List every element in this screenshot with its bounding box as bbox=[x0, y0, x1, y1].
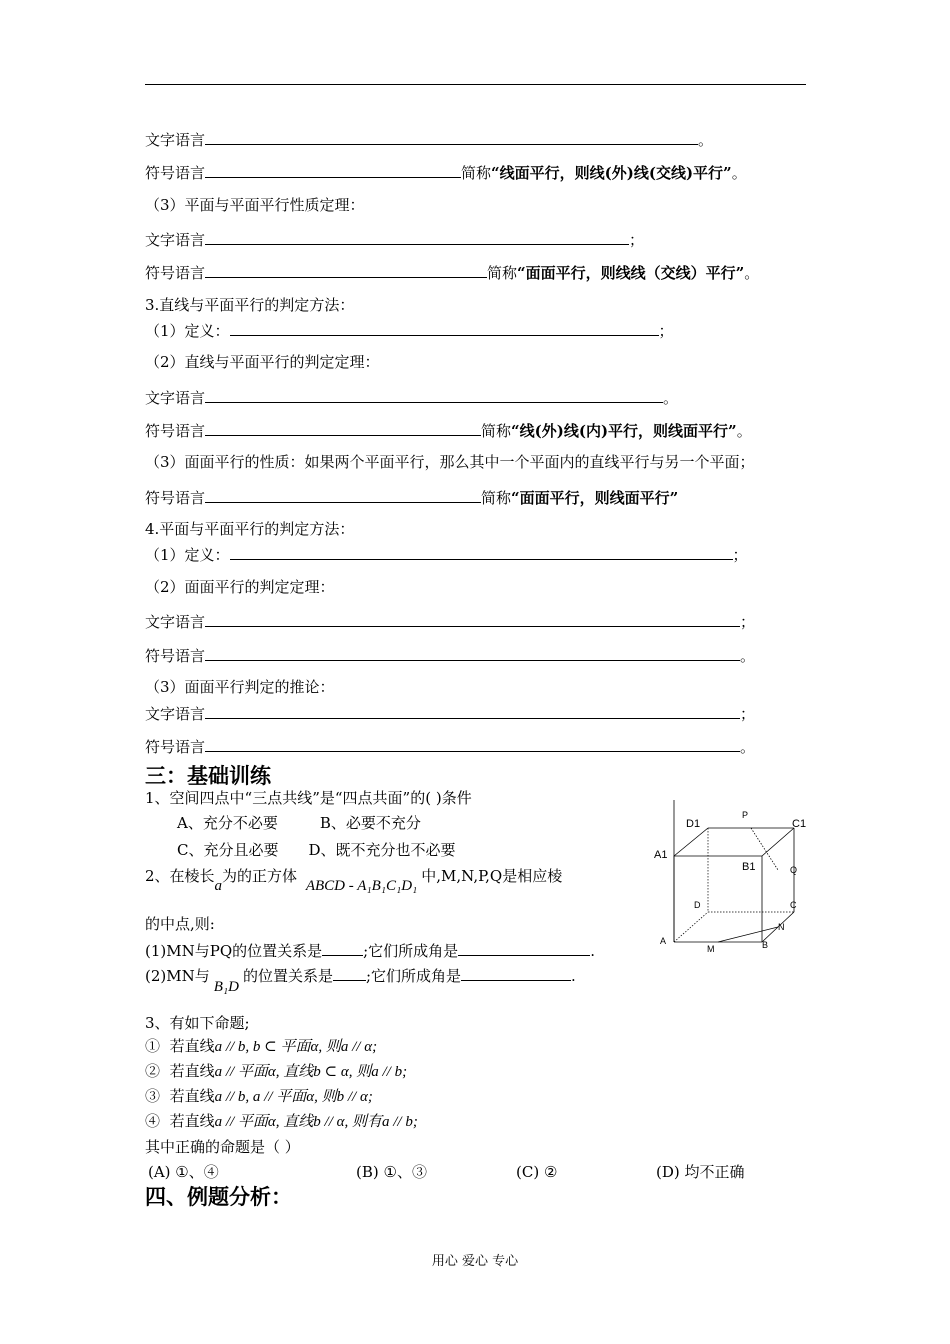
text-language-line: 文字语言 ； bbox=[145, 610, 755, 632]
blank bbox=[205, 228, 629, 245]
proposition-3: ③ 若直线a // b, a // 平面α, 则b // α; bbox=[145, 1087, 373, 1105]
label-N: N bbox=[778, 922, 785, 932]
item-heading: （2）直线与平面平行的判定定理： bbox=[145, 353, 380, 371]
text-language-line: 文字语言 。 bbox=[145, 128, 713, 150]
blank bbox=[333, 964, 366, 981]
question-3: 3、有如下命题; bbox=[145, 1014, 250, 1032]
label-B1: B1 bbox=[742, 861, 756, 873]
section-heading: 三：基础训练 bbox=[145, 764, 271, 788]
text-language-line: 文字语言 ； bbox=[145, 702, 755, 724]
symbol-language-line: 符号语言 简称“线(外)线(内)平行，则线面平行”。 bbox=[145, 419, 752, 441]
blank bbox=[461, 964, 571, 981]
q2-part1: (1)MN与PQ的位置关系是 ;它们所成角是 . bbox=[145, 939, 595, 961]
symbol-language-line: 符号语言 简称“面面平行，则线线（交线）平行”。 bbox=[145, 261, 759, 283]
question-2-cont: 的中点,则: bbox=[145, 915, 215, 933]
blank bbox=[205, 386, 663, 403]
blank bbox=[205, 702, 740, 719]
label-Q: Q bbox=[790, 865, 798, 875]
label-M: M bbox=[707, 944, 715, 954]
blank bbox=[205, 486, 481, 503]
blank bbox=[205, 161, 461, 178]
symbol-language-line: 符号语言 简称“面面平行，则线面平行” bbox=[145, 486, 678, 508]
label-D1: D1 bbox=[686, 818, 701, 830]
label-A: A bbox=[660, 936, 667, 946]
blank bbox=[458, 939, 590, 956]
blank bbox=[205, 610, 740, 627]
blank bbox=[322, 939, 363, 956]
label-P: P bbox=[742, 810, 749, 820]
blank bbox=[205, 128, 698, 145]
q1-options-row2: C、充分且必要 D、既不充分也不必要 bbox=[177, 841, 456, 859]
label-C: C bbox=[790, 900, 797, 910]
proposition-4: ④ 若直线a // 平面α, 直线b // α, 则有a // b; bbox=[145, 1112, 418, 1130]
definition-line: （1）定义： ； bbox=[145, 543, 748, 565]
section-title: 4.平面与平面平行的判定方法： bbox=[145, 520, 355, 538]
blank bbox=[205, 644, 740, 661]
label-A1: A1 bbox=[654, 849, 668, 861]
symbol-language-line: 符号语言 。 bbox=[145, 644, 755, 666]
label-C1: C1 bbox=[792, 818, 807, 830]
question-2: 2、在棱长a为的正方体 ABCD - A₁B₁C₁D₁中,M,N,P,Q是相应棱 bbox=[145, 867, 563, 894]
property-line: （3）面面平行的性质：如果两个平面平行，那么其中一个平面内的直线平行与另一个平面； bbox=[145, 453, 755, 471]
q3-options: (A) ①、④ (B) ①、③ (C) ② (D) 均不正确 bbox=[148, 1163, 745, 1181]
blank bbox=[205, 419, 481, 436]
text-language-line: 文字语言 。 bbox=[145, 386, 678, 408]
item-heading: （3）平面与平面平行性质定理： bbox=[145, 196, 365, 214]
item-heading: （2）面面平行的判定定理： bbox=[145, 578, 335, 596]
q3-ask: 其中正确的命题是（ ） bbox=[145, 1138, 300, 1156]
section-title: 3.直线与平面平行的判定方法： bbox=[145, 296, 355, 314]
question-1: 1、空间四点中“三点共线”是“四点共面”的( )条件 bbox=[145, 789, 472, 807]
blank bbox=[230, 543, 733, 560]
text-language-line: 文字语言 ； bbox=[145, 228, 644, 250]
q2-part2: (2)MN与B₁D的位置关系是 ;它们所成角是 . bbox=[145, 964, 576, 987]
symbol-language-line: 符号语言 。 bbox=[145, 735, 755, 757]
section-heading: 四、例题分析： bbox=[145, 1185, 292, 1209]
blank bbox=[230, 319, 659, 336]
page-footer: 用心 爱心 专心 bbox=[431, 1254, 519, 1269]
proposition-1: ① 若直线a // b, b ⊂ 平面α, 则a // α; bbox=[145, 1037, 378, 1055]
label-D: D bbox=[694, 900, 701, 910]
top-rule bbox=[145, 84, 806, 85]
cube-figure bbox=[650, 800, 820, 960]
label-B: B bbox=[762, 940, 769, 950]
definition-line: （1）定义： ； bbox=[145, 319, 674, 341]
blank bbox=[205, 261, 487, 278]
proposition-2: ② 若直线a // 平面α, 直线b ⊂ α, 则a // b; bbox=[145, 1062, 408, 1080]
blank bbox=[205, 735, 740, 752]
item-heading: （3）面面平行判定的推论： bbox=[145, 678, 335, 696]
symbol-language-line: 符号语言 简称“线面平行，则线(外)线(交线)平行”。 bbox=[145, 161, 747, 183]
q1-options-row1: A、充分不必要 B、必要不充分 bbox=[177, 814, 421, 832]
